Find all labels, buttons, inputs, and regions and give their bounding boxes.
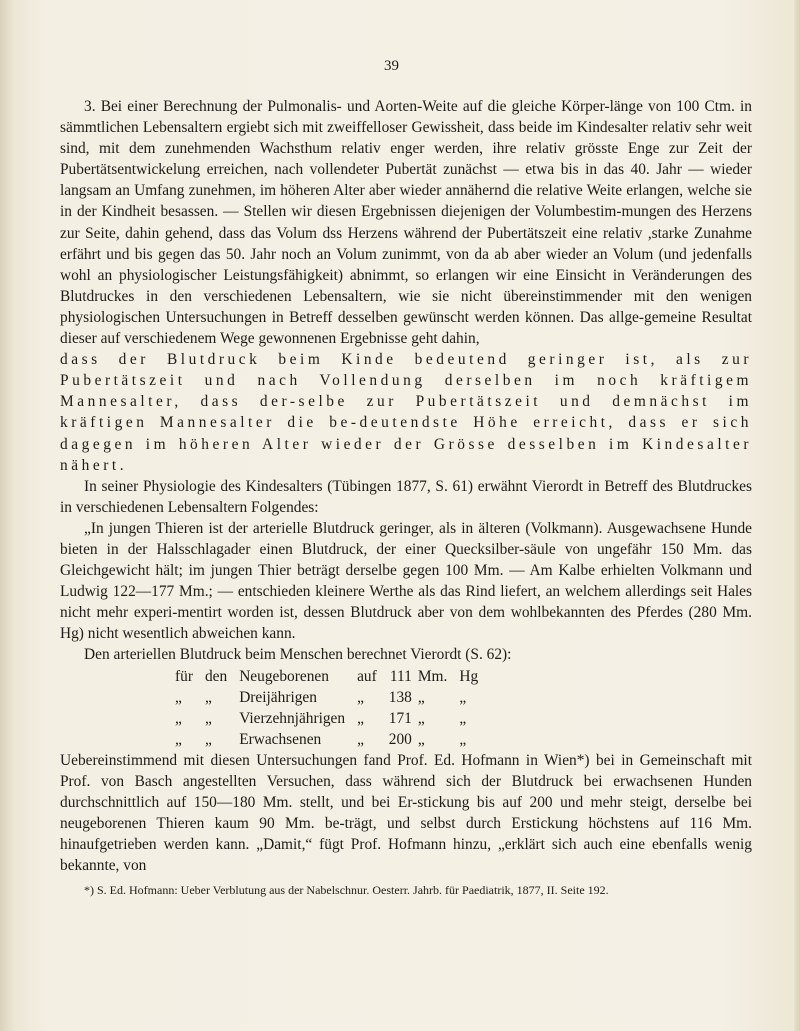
page-edge-shadow	[794, 0, 800, 1031]
table-cell: Erwachsenen	[239, 730, 322, 748]
table-cell: den	[204, 667, 228, 685]
table-cell: 138	[388, 688, 412, 706]
table-cell: 171	[388, 709, 412, 727]
table-cell: „	[459, 730, 467, 748]
table-cell: Mm.	[417, 667, 448, 685]
table-cell: „	[459, 709, 467, 727]
table-row	[175, 666, 490, 687]
blood-pressure-table	[175, 666, 490, 750]
footnote	[60, 882, 752, 898]
table-cell: Dreijährigen	[239, 688, 317, 706]
table-cell: Hg	[459, 667, 479, 685]
paragraph-4-quote: „In jungen Thieren ist der arterielle Blutdruck geringer, als in älteren (Volkmann). Ausgewachsene Hunde bieten in der Halsschlagader einen Blutdruck, der einer Quecksilber-säule von ungefähr 150 Mm. das Gleichgewicht hält; im jungen Thier beträgt derselbe gegen 100 Mm. — Am Kalbe erhielten Volkmann und Ludwig 122—177 Mm.; — entschieden kleinere Werthe als das Rind liefert, an welchem allerdings seit Hales nicht mehr experi-mentirt worden ist, dessen Blutdruck aber von dem wohlbekannten des Pferdes (280 Mm. Hg) nicht wesentlich abweichen kann.	[60, 519, 752, 643]
footnote-text: *) S. Ed. Hofmann: Ueber Verblutung aus der Nabelschnur. Oesterr. Jahrb. für Paediatrik, 1877, II. Seite 192.	[84, 883, 609, 897]
table-cell: Vierzehnjährigen	[239, 709, 346, 727]
table-cell: auf	[357, 667, 377, 685]
paragraph-5: Den arteriellen Blutdruck beim Menschen berechnet Vierordt (S. 62):	[84, 646, 512, 664]
table-cell: „	[204, 709, 212, 727]
table-cell: „	[357, 730, 364, 748]
table-cell: „	[357, 709, 364, 727]
page-binding-shadow	[0, 0, 14, 1031]
table-cell: „	[204, 730, 212, 748]
table-cell: „	[417, 709, 425, 727]
table-cell: „	[175, 688, 182, 706]
table-cell: Neugeborenen	[239, 667, 329, 685]
page-number: 39	[384, 58, 399, 74]
table-cell: „	[417, 688, 425, 706]
paragraph-6: Uebereinstimmend mit diesen Untersuchungen fand Prof. Ed. Hofmann in Wien*) bei in Gemeinschaft mit Prof. von Basch angestellten Versuchen, dass während sich der Blutdruck bei erwachsenen Hunden durchschnittlich auf 150—180 Mm. stellt, und bei Er-stickung bis auf 200 und mehr steigt, derselbe bei neugeborenen Thieren kaum 90 Mm. be-trägt, und selbst durch Erstickung höchstens auf 116 Mm. hinaufgetrieben werden kann. „Damit,“ fügt Prof. Hofmann hinzu, „erklärt sich auch eine ebenfalls wenig bekannte, von	[60, 751, 752, 875]
table-cell: 200	[388, 730, 412, 748]
table-row	[175, 708, 490, 729]
table-cell: „	[459, 688, 467, 706]
table-cell: „	[175, 709, 182, 727]
table-cell: „	[204, 688, 212, 706]
table-cell: 111	[389, 667, 412, 685]
table-cell: für	[175, 667, 193, 685]
table-cell: „	[175, 730, 182, 748]
table-row	[175, 687, 490, 708]
table-row	[175, 729, 490, 750]
table-cell: „	[417, 730, 425, 748]
table-cell: „	[357, 688, 364, 706]
paragraph-3: In seiner Physiologie des Kindesalters (Tübingen 1877, S. 61) erwähnt Vierordt in Betreff des Blutdruckes in verschiedenen Lebensaltern Folgendes:	[60, 477, 752, 516]
paragraph-2-emphasis: dass der Blutdruck beim Kinde bedeutend geringer ist, als zur Pubertätszeit und nach Vollendung derselben im noch kräftigem Mannesalter, dass der-selbe zur Pubertätszeit und demnächst im kräftigen Mannesalter die be-deutendste Höhe erreicht, dass er sich dagegen im höheren Alter wieder der Grösse desselben im Kindesalter nähert.	[60, 351, 752, 474]
body-text	[60, 96, 752, 876]
paragraph-1: 3. Bei einer Berechnung der Pulmonalis- und Aorten-Weite auf die gleiche Körper-länge von 100 Ctm. in sämmtlichen Lebensaltern ergiebt sich mit zweiffelloser Gewissheit, dass beide im Kindesalter relativ sehr weit sind, mit dem zunehmenden Wachsthum relativ enger werden, ihre relativ grösste Enge zur Zeit der Pubertätsentwickelung erreichen, nach vollendeter Pubertät zunächst — etwa bis in das 40. Jahr — wieder langsam an Umfang zunehmen, im höheren Alter aber wieder annähernd die relative Weite erlangen, welche sie in der Kindheit besassen. — Stellen wir diesen Ergebnissen diejenigen der Volumbestim-mungen des Herzens zur Seite, dahin gehend, dass das Volum dss Herzens während der Pubertätszeit eine relativ ,starke Zunahme erfährt und bis gegen das 50. Jahr noch an Volum zunimmt, von da ab aber wieder an Volum (und jedenfalls wohl an physiologischer Leistungsfähigkeit) abnimmt, so erlangen wir eine Einsicht in Veränderungen des Blutdruckes in den verschiedenen Lebensaltern, wie sie nicht übereinstimmender mit den wenigen physiologischen Untersuchungen in Betreff desselben gewünscht werden können. Das allge-gemeine Resultat dieser auf verschiedenem Wege gewonnenen Ergebnisse geht dahin,	[60, 98, 752, 348]
